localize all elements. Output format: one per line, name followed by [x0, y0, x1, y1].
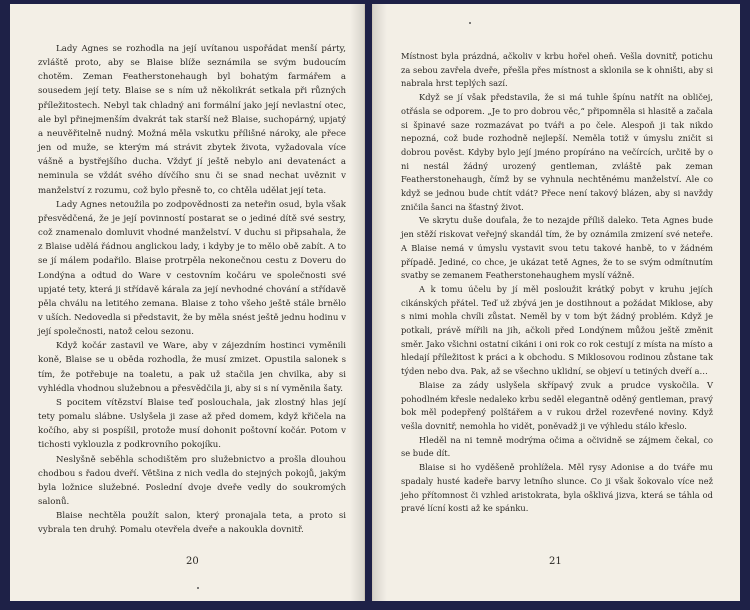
left-page-text: [38, 42, 346, 537]
ink-speck: [197, 587, 199, 589]
paragraph: Hleděl na ni temně modrýma očima a očividně se zájmem čekal, co se bude dít.: [401, 434, 713, 459]
page-number: 20: [186, 556, 199, 567]
paragraph: Blaise za zády uslyšela skřípavý zvuk a prudce vyskočila. V pohodlném křesle nedaleko krbu seděl elegantně oděný gentleman, pravý bok měl podepřený polštářem a v rukou držel rozevřené noviny. Když vešla dovnitř, nemohla ho vidět, poněvadž ji ve výhledu stálo křeslo.: [401, 379, 713, 431]
paragraph: Blaise si ho vyděšeně prohlížela. Měl rysy Adonise a do tváře mu spadaly husté kadeře barvy letního slunce. Co ji však šokovalo více než jeho přítomnost či vzhled aristokrata, byla ošklivá jizva, která se táhla od pravé lícní kosti až ke spánku.: [401, 462, 713, 514]
paragraph: Lady Agnes netoužila po zodpovědnosti za neteřin osud, byla však přesvědčená, že je její povinností postarat se o jediné dítě své sestry, což znamenalo domluvit vhodné manželství. V duchu si připsahala, že z Blaise udělá řádnou anglickou lady, i kdyby je to mělo obě zabít. A to se jí málem podařilo. Blaise protrpěla nekonečnou cestu z Doveru do Londýna a odtud do Ware v cestovním kočáru ve společnosti své upjaté tety, která ji střídavě kárala za její nevhodné chování a střídavě pěla chválu na letitého zemana. Blaise z toho všeho ještě stále brnělo v uších. Nedovedla si představit, že by měla snést ještě jednu hodinu v její společnosti, natož celou sezonu.: [38, 199, 347, 338]
paragraph: A k tomu účelu by jí měl posloužit krátký pobyt v kruhu jejích cikánských přátel. Teď už zbývá jen je dostihnout a požádat Miklose, aby s nimi mohla chvíli zůstat. Neměl by v tom být žádný problém. Když je potkali, právě mířili na jih, ačkoli před Londýnem můžou ještě změnit směr. Jako všichni ostatní cikáni i oni rok co rok cestují z místa na místo a hledají příležitost k práci a k obchodu. S Miklosovou rodinou zůstane tak týden nebo dva. Pak, až se všechno uklidní, se objeví u tetiných dveří a…: [401, 283, 713, 377]
paragraph: Neslyšně seběhla schodištěm pro služebnictvo a prošla dlouhou chodbou s řadou dveří. Většina z nich vedla do stejných pokojů, jakým byla ložnice služebné. Poslední dvoje dveře vedly do soukromých salonů.: [38, 454, 346, 507]
right-page: [372, 4, 740, 601]
gutter-shadow: [373, 4, 387, 601]
right-page-text: [401, 50, 713, 516]
paragraph: Místnost byla prázdná, ačkoliv v krbu hořel oheň. Vešla dovnitř, potichu za sebou zavřela dveře, přešla přes místnost a sklonila se k ohništi, aby si nabrala hrst teplých sazí.: [401, 51, 713, 89]
gutter-shadow: [350, 4, 364, 601]
paragraph: S pocitem vítězství Blaise teď poslouchala, jak zlostný hlas její tety pomalu slábne. Uslyšela ji zase až před domem, když křičela na kočího, aby si pospíšil, protože musí dohonit poštovní kočár. Potom v tichosti vyklouzla z podkrovního pokojíku.: [38, 397, 346, 451]
paragraph: Když se jí však představila, že si má tuhle špínu natřít na obličej, otřásla se odporem. „Je to pro dobrou věc,“ připomněla si hlasitě a začala si špinavé saze rozmazávat po tváři a po čele. Alespoň ji tak nikdo nepozná, což bude rozhodně nejlepší. Neměla totiž v úmyslu zničit si dobrou pověst. Kdyby bylo její jméno propíráno na večírcích, určitě by o ni nestál žádný urozený gentleman, zvláště pak zeman Featherstonehaugh, čímž by se vyhnula nechtěnému manželství. Ale co když se jednou bude chtít vdát? Přece není takový blázen, aby si navždy zničila šanci na šťastný život.: [401, 92, 713, 212]
paragraph: Ve skrytu duše doufala, že to nezajde příliš daleko. Teta Agnes bude jen stěží riskovat veřejný skandál tím, že by oznámila zmizení své neteře. A Blaise nemá v úmyslu vystavit svou tetu takové hanbě, to v žádném případě. Jediné, co chce, je ukázat tetě Agnes, že to se svým odmítnutím svatby se zemanem Featherstonehaughem myslí vážně.: [401, 215, 713, 281]
page-number: 21: [549, 556, 562, 567]
left-page: [10, 4, 365, 601]
ink-speck: [469, 22, 471, 24]
paragraph: Blaise nechtěla použít salon, který pronajala teta, a proto si vybrala ten druhý. Pomalu otevřela dveře a nakoukla dovnitř.: [38, 511, 346, 536]
paragraph: Lady Agnes se rozhodla na její uvítanou uspořádat menší párty, zvláště proto, aby se Blaise blíže seznámila se svým budoucím chotěm. Zeman Featherstonehaugh byl bohatým farmářem a sousedem její tety. Blaise se s ním už několikrát setkala při různých příležitostech. Nebyl tak chladný ani formální jako její nevlastní otec, ale byl přinejmenším dvakrát tak starší než Blaise, suchopárný, upjatý a neuvěřitelně nudný. Možná měla vskutku přílišné nároky, ale přece jen od muže, se kterým má strávit zbytek života, vyžadovala více vášně a bystřejšího ducha. Vždyť jí ještě nebylo ani devatenáct a neminula se vždát svého dívčího snu či se snad nechat uvěznit v manželství z rozumu, což bylo přesně to, co chtěla udělat její teta.: [38, 44, 346, 196]
paragraph: Když kočár zastavil ve Ware, aby v zájezdním hostinci vyměnili koně, Blaise se u oběda rozhodla, že musí zmizet. Opustila salonek s tím, že potřebuje na toaletu, a pak už stačila jen chvilka, aby si vyhlédla vhodnou služebnou a přesvědčila ji, aby si s ní vyměnila šaty.: [38, 341, 346, 394]
